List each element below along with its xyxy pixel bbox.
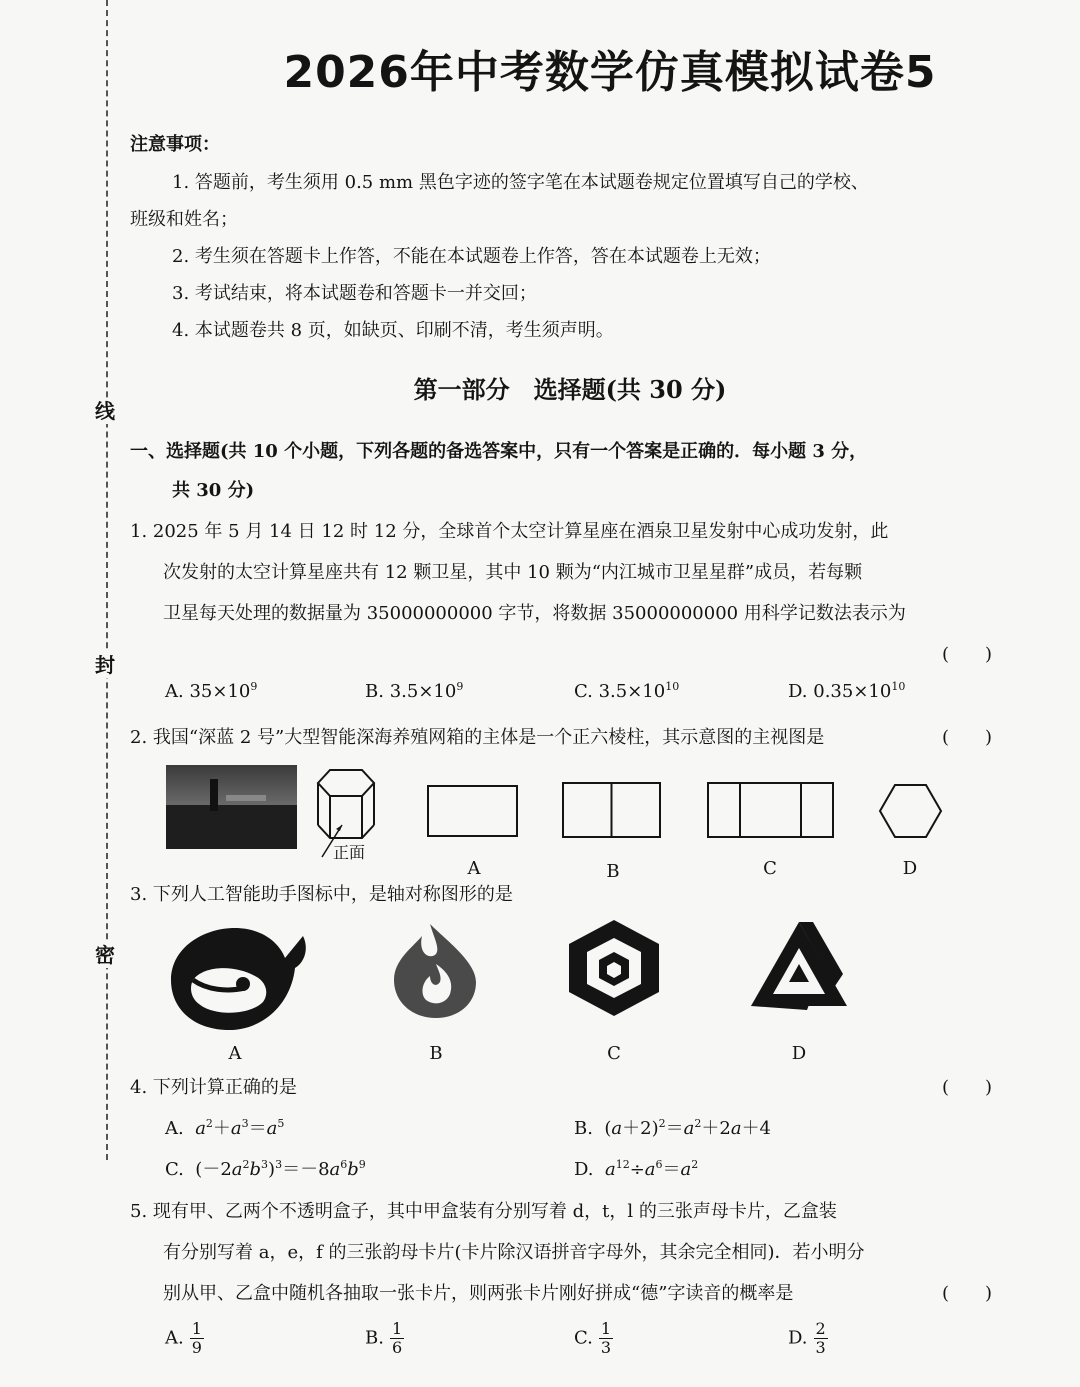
q2-option-b-figure bbox=[562, 782, 662, 838]
q2-label-d: D bbox=[902, 858, 918, 879]
q3-label-b: B bbox=[429, 1043, 443, 1064]
q2-label-a: A bbox=[467, 858, 481, 879]
binding-dashed-line bbox=[106, 0, 108, 1160]
q5-answer-paren: ( ) bbox=[942, 1283, 993, 1304]
q5-option-c: C. $\frac{1}{3}$ bbox=[574, 1319, 612, 1357]
q2-option-d-figure bbox=[878, 783, 944, 839]
q2-option-a-figure bbox=[427, 785, 519, 837]
q3-label-a: A bbox=[228, 1043, 242, 1064]
q4-option-a: A. $a^2+a^3=a^5$ bbox=[165, 1117, 285, 1139]
hexagon-cube-logo-icon bbox=[567, 918, 661, 1018]
q1-option-a: A. $35\times 10^9$ bbox=[165, 680, 258, 702]
front-view-label: 正面 bbox=[333, 843, 366, 862]
q4-option-d: D. $a^{12}\div a^6=a^2$ bbox=[574, 1158, 699, 1180]
q2-label-c: C bbox=[763, 858, 777, 879]
q5-line-1: 5. 现有甲、乙两个不透明盒子，其中甲盒装有分别写着 d，t，l 的三张声母卡片，乙盒装 bbox=[130, 1201, 837, 1222]
q1-line-3: 卫星每天处理的数据量为 35000000000 字节，将数据 35000000000 用科学记数法表示为 bbox=[163, 603, 906, 624]
q1-answer-paren: ( ) bbox=[942, 644, 993, 665]
q4-option-c: C. $(-2a^2b^3)^3=-8a^6b^9$ bbox=[165, 1158, 366, 1180]
q5-option-b: B. $\frac{1}{6}$ bbox=[365, 1319, 403, 1357]
deep-sea-cage-photo bbox=[166, 765, 297, 849]
q1-line-1: 1. 2025 年 5 月 14 日 12 时 12 分，全球首个太空计算星座在酒泉卫星发射中心成功发射，此 bbox=[130, 521, 889, 542]
whale-logo-icon bbox=[163, 918, 308, 1038]
q2-option-c-figure bbox=[707, 782, 835, 838]
q2-text: 2. 我国“深蓝 2 号”大型智能深海养殖网箱的主体是一个正六棱柱，其示意图的主视图是 bbox=[130, 727, 825, 748]
q2-label-b: B bbox=[606, 861, 620, 882]
notice-item-2: 2. 考生须在答题卡上作答，不能在本试题卷上作答，答在本试题卷上无效； bbox=[172, 246, 771, 267]
q1-option-d: D. $0.35\times 10^{10}$ bbox=[788, 680, 906, 702]
q3-label-d: D bbox=[791, 1043, 807, 1064]
margin-label-seal: 封 bbox=[95, 653, 115, 677]
section-title: 第一部分 选择题(共 30 分) bbox=[413, 375, 727, 404]
q5-line-2: 有分别写着 a，e，f 的三张韵母卡片(卡片除汉语拼音字母外，其余完全相同)．若小明分 bbox=[163, 1242, 865, 1263]
q5-option-d: D. $\frac{2}{3}$ bbox=[788, 1319, 826, 1357]
q4-answer-paren: ( ) bbox=[942, 1077, 993, 1098]
notice-heading: 注意事项： bbox=[130, 134, 220, 155]
page-title: 2026年中考数学仿真模拟试卷5 bbox=[283, 47, 937, 98]
triangle-swirl-logo-icon bbox=[747, 918, 851, 1022]
q2-answer-paren: ( ) bbox=[942, 727, 993, 748]
q3-text: 3. 下列人工智能助手图标中，是轴对称图形的是 bbox=[130, 884, 513, 905]
notice-item-1-cont: 班级和姓名； bbox=[130, 209, 238, 230]
part-intro-line-1: 一、选择题(共 10 个小题，下列各题的备选答案中，只有一个答案是正确的．每小题 3 分， bbox=[130, 441, 868, 462]
flame-drop-logo-icon bbox=[390, 920, 480, 1020]
notice-item-3: 3. 考试结束，将本试题卷和答题卡一并交回； bbox=[172, 283, 537, 304]
margin-label-line: 线 bbox=[95, 399, 115, 423]
q5-line-3: 别从甲、乙盒中随机各抽取一张卡片，则两张卡片刚好拼成“德”字读音的概率是 bbox=[163, 1283, 794, 1304]
q1-line-2: 次发射的太空计算星座共有 12 颗卫星，其中 10 颗为“内江城市卫星星群”成员，若每颗 bbox=[163, 562, 863, 583]
part-intro-line-2: 共 30 分) bbox=[172, 480, 255, 501]
margin-label-secret: 密 bbox=[95, 943, 115, 967]
q4-option-b: B. $(a+2)^2=a^2+2a+4$ bbox=[574, 1117, 772, 1139]
q5-option-a: A. $\frac{1}{9}$ bbox=[165, 1319, 202, 1357]
q4-text: 4. 下列计算正确的是 bbox=[130, 1077, 297, 1098]
notice-item-4: 4. 本试题卷共 8 页，如缺页、印刷不清，考生须声明。 bbox=[172, 320, 614, 341]
q1-option-c: C. $3.5\times 10^{10}$ bbox=[574, 680, 680, 702]
q3-label-c: C bbox=[607, 1043, 621, 1064]
q1-option-b: B. $3.5\times 10^9$ bbox=[365, 680, 464, 702]
notice-item-1: 1. 答题前，考生须用 0.5 mm 黑色字迹的签字笔在本试题卷规定位置填写自己的学校、 bbox=[172, 172, 869, 193]
